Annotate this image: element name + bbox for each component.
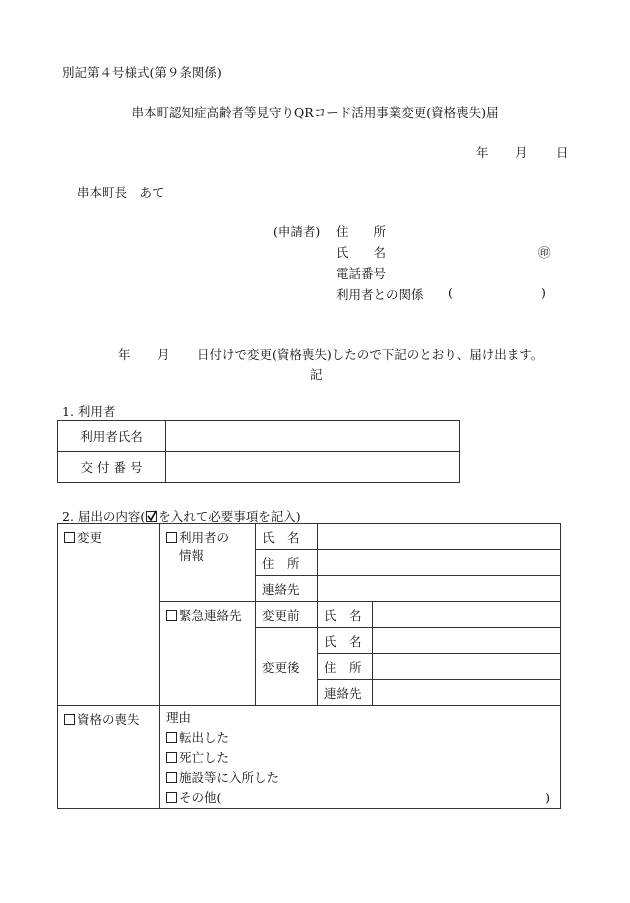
- emergency-cell: [160, 602, 256, 706]
- user-info-cell: [160, 524, 256, 602]
- checked-box-icon: [146, 511, 157, 522]
- after-name-field[interactable]: [373, 628, 561, 654]
- user-name-label: 利用者氏名: [58, 421, 166, 452]
- reason-item: [166, 768, 560, 788]
- relation-paren-close: ): [541, 285, 546, 300]
- applicant-label: (申請者): [273, 224, 321, 239]
- reason-facility-label: 施設等に入所した: [179, 770, 280, 785]
- notification-table: [57, 523, 561, 809]
- reason-other-close-paren: ): [545, 790, 550, 805]
- relation-paren-open: (: [448, 285, 453, 300]
- statement-text: 日付けで変更(資格喪失)したので下記のとおり、届け出ます。: [197, 347, 544, 362]
- user-info-contact-field[interactable]: [318, 576, 561, 602]
- user-info-contact-label: 連絡先: [256, 576, 318, 602]
- section1-heading: 1. 利用者: [62, 404, 116, 419]
- applicant-relation-label: 利用者との関係: [336, 287, 424, 302]
- loss-label: 資格の喪失: [77, 712, 140, 727]
- reason-moved-label: 転出した: [179, 730, 230, 745]
- user-info-label-2: 情報: [179, 548, 205, 563]
- reason-facility-checkbox-icon[interactable]: [166, 772, 177, 783]
- user-info-address-field[interactable]: [318, 550, 561, 576]
- before-label: 変更前: [256, 602, 318, 628]
- reason-item: [166, 728, 560, 748]
- user-table: [57, 420, 460, 483]
- reason-cell: [160, 706, 561, 809]
- after-label: 変更後: [256, 628, 318, 706]
- statement-year: 年: [118, 347, 131, 362]
- date-day-label: 日: [556, 145, 569, 160]
- date-month-label: 月: [515, 145, 528, 160]
- applicant-phone-label: 電話番号: [336, 266, 387, 281]
- applicant-address-label: 住 所: [336, 224, 387, 239]
- after-address-field[interactable]: [373, 654, 561, 680]
- user-info-label-1: 利用者の: [179, 530, 230, 545]
- reason-other-checkbox-icon[interactable]: [166, 792, 177, 803]
- addressee: 串本町長 あて: [77, 185, 165, 200]
- user-info-address-label: 住 所: [256, 550, 318, 576]
- reason-died-checkbox-icon[interactable]: [166, 752, 177, 763]
- form-number: 別記第４号様式(第９条関係): [62, 65, 222, 80]
- statement-month: 月: [157, 347, 170, 362]
- reason-moved-checkbox-icon[interactable]: [166, 732, 177, 743]
- user-info-name-field[interactable]: [318, 524, 561, 550]
- loss-checkbox-icon[interactable]: [64, 714, 75, 725]
- user-info-checkbox-icon[interactable]: [166, 532, 177, 543]
- section2-heading-after: を入れて必要事項を記入): [158, 509, 301, 524]
- reason-died-label: 死亡した: [179, 750, 230, 765]
- before-name-label: 氏 名: [318, 602, 373, 628]
- after-name-label: 氏 名: [318, 628, 373, 654]
- issue-number-field[interactable]: [166, 452, 460, 483]
- date-year-label: 年: [476, 145, 489, 160]
- after-contact-field[interactable]: [373, 680, 561, 706]
- emergency-checkbox-icon[interactable]: [166, 610, 177, 621]
- loss-cell: [58, 706, 160, 809]
- user-info-name-label: 氏 名: [256, 524, 318, 550]
- user-name-field[interactable]: [166, 421, 460, 452]
- change-checkbox-icon[interactable]: [64, 532, 75, 543]
- reason-item: [166, 748, 560, 768]
- before-name-field[interactable]: [373, 602, 561, 628]
- reason-label: 理由: [166, 710, 192, 725]
- change-label: 変更: [77, 530, 103, 545]
- document-title: 串本町認知症高齢者等見守りQRコード活用事業変更(資格喪失)届: [131, 105, 499, 120]
- emergency-label: 緊急連絡先: [179, 608, 242, 623]
- issue-number-label: 交 付 番 号: [58, 452, 166, 483]
- seal-mark: ㊞: [538, 245, 551, 260]
- section2-heading-before: 2. 届出の内容(: [62, 509, 146, 524]
- after-contact-label: 連絡先: [318, 680, 373, 706]
- change-cell: [58, 524, 160, 706]
- applicant-name-label: 氏 名: [336, 245, 387, 260]
- reason-other-label: その他(: [179, 790, 222, 805]
- ki-label: 記: [310, 367, 323, 382]
- reason-item: [166, 788, 560, 808]
- after-address-label: 住 所: [318, 654, 373, 680]
